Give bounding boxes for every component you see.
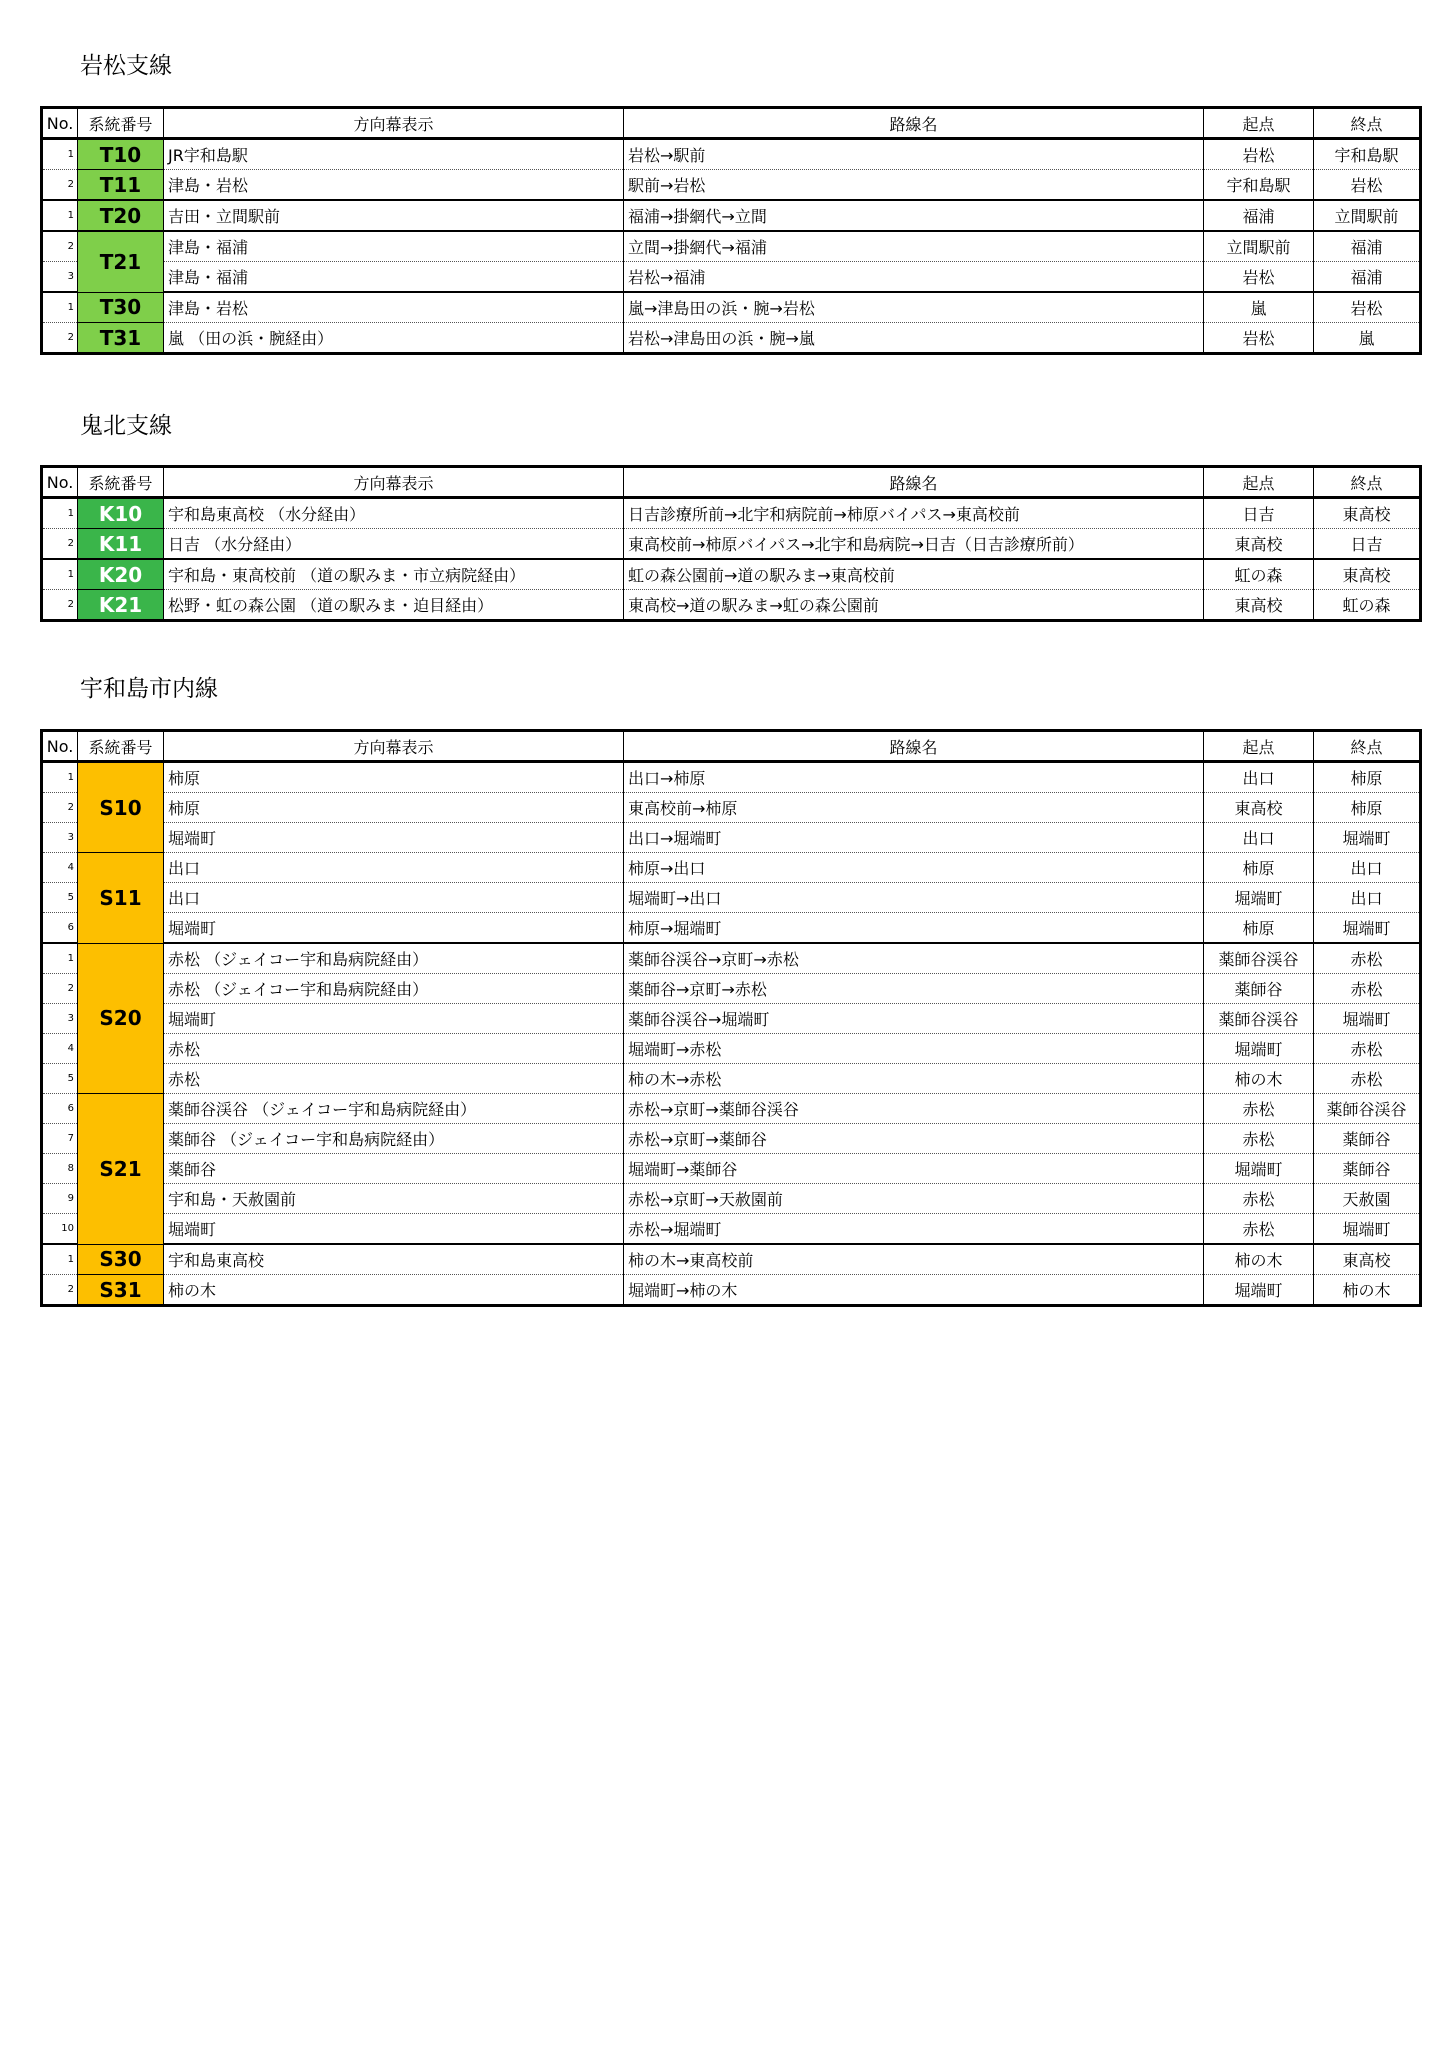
row-no: 3 (42, 1004, 78, 1034)
end-point: 柿原 (1314, 793, 1421, 823)
route-name: 堀端町→赤松 (624, 1034, 1204, 1064)
end-point: 堀端町 (1314, 823, 1421, 853)
route-name: 薬師谷渓谷→堀端町 (624, 1004, 1204, 1034)
destination-sign: 吉田・立間駅前 (164, 200, 624, 231)
route-name: 堀端町→薬師谷 (624, 1154, 1204, 1184)
end-point: 天赦園 (1314, 1184, 1421, 1214)
start-point: 薬師谷渓谷 (1204, 943, 1314, 974)
system-number-badge: T20 (78, 200, 164, 231)
row-no: 2 (42, 1275, 78, 1306)
system-number-badge: K20 (78, 559, 164, 590)
table-row (42, 1094, 1421, 1124)
table-row (42, 1244, 1421, 1275)
route-name: 赤松→京町→薬師谷渓谷 (624, 1094, 1204, 1124)
header-route-name: 路線名 (624, 108, 1204, 139)
destination-sign: 柿原 (164, 762, 624, 793)
destination-sign: 津島・岩松 (164, 170, 624, 201)
system-number-badge: K11 (78, 529, 164, 560)
start-point: 岩松 (1204, 262, 1314, 293)
table-row (42, 974, 1421, 1004)
system-number-badge: T31 (78, 323, 164, 354)
header-no: No. (42, 108, 78, 139)
route-name: 薬師谷渓谷→京町→赤松 (624, 943, 1204, 974)
start-point: 虹の森 (1204, 559, 1314, 590)
row-no: 5 (42, 1064, 78, 1094)
row-no: 2 (42, 529, 78, 560)
end-point: 赤松 (1314, 1034, 1421, 1064)
end-point: 出口 (1314, 853, 1421, 883)
table-row (42, 1124, 1421, 1154)
end-point: 薬師谷 (1314, 1124, 1421, 1154)
start-point: 嵐 (1204, 292, 1314, 323)
row-no: 1 (42, 943, 78, 974)
section-title-iwamatsu: 岩松支線 (80, 53, 172, 79)
end-point: 東高校 (1314, 1244, 1421, 1275)
destination-sign: 堀端町 (164, 913, 624, 944)
start-point: 東高校 (1204, 529, 1314, 560)
route-name: 岩松→福浦 (624, 262, 1204, 293)
route-name: 岩松→津島田の浜・腕→嵐 (624, 323, 1204, 354)
route-name: 出口→柿原 (624, 762, 1204, 793)
table-row (42, 231, 1421, 262)
route-table-iwamatsu (40, 106, 1422, 355)
table-row (42, 1275, 1421, 1306)
destination-sign: 堀端町 (164, 1214, 624, 1245)
start-point: 堀端町 (1204, 883, 1314, 913)
row-no: 1 (42, 139, 78, 170)
start-point: 柿原 (1204, 853, 1314, 883)
row-no: 1 (42, 498, 78, 529)
table-row (42, 200, 1421, 231)
route-name: 日吉診療所前→北宇和病院前→柿原バイパス→東高校前 (624, 498, 1204, 529)
destination-sign: 津島・岩松 (164, 292, 624, 323)
end-point: 薬師谷渓谷 (1314, 1094, 1421, 1124)
destination-sign: 堀端町 (164, 1004, 624, 1034)
route-name: 赤松→京町→薬師谷 (624, 1124, 1204, 1154)
destination-sign: 赤松 (164, 1064, 624, 1094)
header-start: 起点 (1204, 467, 1314, 498)
header-no: No. (42, 731, 78, 762)
end-point: 堀端町 (1314, 1004, 1421, 1034)
route-name: 虹の森公園前→道の駅みま→東高校前 (624, 559, 1204, 590)
table-header-row (42, 467, 1421, 498)
row-no: 3 (42, 262, 78, 293)
table-row (42, 1004, 1421, 1034)
row-no: 4 (42, 853, 78, 883)
route-name: 赤松→堀端町 (624, 1214, 1204, 1245)
header-route-name: 路線名 (624, 467, 1204, 498)
end-point: 赤松 (1314, 974, 1421, 1004)
route-name: 立間→掛網代→福浦 (624, 231, 1204, 262)
table-row (42, 853, 1421, 883)
route-name: 東高校→道の駅みま→虹の森公園前 (624, 590, 1204, 621)
route-name: 柿原→出口 (624, 853, 1204, 883)
header-start: 起点 (1204, 731, 1314, 762)
end-point: 薬師谷 (1314, 1154, 1421, 1184)
system-number-badge: T11 (78, 170, 164, 201)
row-no: 9 (42, 1184, 78, 1214)
table-row (42, 590, 1421, 621)
route-name: 嵐→津島田の浜・腕→岩松 (624, 292, 1204, 323)
system-number-badge: T21 (78, 231, 164, 292)
row-no: 2 (42, 974, 78, 1004)
table-row (42, 559, 1421, 590)
destination-sign: 出口 (164, 853, 624, 883)
row-no: 2 (42, 231, 78, 262)
header-system-number: 系統番号 (78, 467, 164, 498)
end-point: 福浦 (1314, 262, 1421, 293)
end-point: 東高校 (1314, 498, 1421, 529)
end-point: 岩松 (1314, 170, 1421, 201)
end-point: 柿の木 (1314, 1275, 1421, 1306)
row-no: 2 (42, 323, 78, 354)
end-point: 虹の森 (1314, 590, 1421, 621)
system-number-badge: S30 (78, 1244, 164, 1275)
destination-sign: 薬師谷 （ジェイコー宇和島病院経由） (164, 1124, 624, 1154)
row-no: 2 (42, 170, 78, 201)
start-point: 東高校 (1204, 793, 1314, 823)
route-table-uwajima-city (40, 729, 1422, 1307)
destination-sign: 柿原 (164, 793, 624, 823)
table-row (42, 323, 1421, 354)
table-row (42, 1184, 1421, 1214)
system-number-badge: S20 (78, 943, 164, 1094)
row-no: 5 (42, 883, 78, 913)
end-point: 出口 (1314, 883, 1421, 913)
end-point: 堀端町 (1314, 913, 1421, 944)
header-end: 終点 (1314, 108, 1421, 139)
row-no: 6 (42, 913, 78, 944)
row-no: 1 (42, 292, 78, 323)
end-point: 赤松 (1314, 943, 1421, 974)
end-point: 堀端町 (1314, 1214, 1421, 1245)
destination-sign: 津島・福浦 (164, 262, 624, 293)
header-destination-sign: 方向幕表示 (164, 467, 624, 498)
row-no: 10 (42, 1214, 78, 1245)
route-name: 堀端町→柿の木 (624, 1275, 1204, 1306)
system-number-badge: S31 (78, 1275, 164, 1306)
start-point: 岩松 (1204, 323, 1314, 354)
end-point: 柿原 (1314, 762, 1421, 793)
start-point: 堀端町 (1204, 1154, 1314, 1184)
table-row (42, 913, 1421, 944)
system-number-badge: K10 (78, 498, 164, 529)
start-point: 東高校 (1204, 590, 1314, 621)
header-end: 終点 (1314, 467, 1421, 498)
row-no: 1 (42, 1244, 78, 1275)
row-no: 6 (42, 1094, 78, 1124)
route-name: 堀端町→出口 (624, 883, 1204, 913)
end-point: 日吉 (1314, 529, 1421, 560)
row-no: 1 (42, 762, 78, 793)
route-name: 柿の木→東高校前 (624, 1244, 1204, 1275)
end-point: 赤松 (1314, 1064, 1421, 1094)
row-no: 7 (42, 1124, 78, 1154)
start-point: 出口 (1204, 823, 1314, 853)
start-point: 赤松 (1204, 1124, 1314, 1154)
table-row (42, 793, 1421, 823)
route-name: 柿の木→赤松 (624, 1064, 1204, 1094)
destination-sign: 赤松 (164, 1034, 624, 1064)
system-number-badge: T10 (78, 139, 164, 170)
row-no: 8 (42, 1154, 78, 1184)
table-row (42, 529, 1421, 560)
table-row (42, 762, 1421, 793)
route-name: 福浦→掛網代→立間 (624, 200, 1204, 231)
start-point: 出口 (1204, 762, 1314, 793)
start-point: 宇和島駅 (1204, 170, 1314, 201)
header-no: No. (42, 467, 78, 498)
system-number-badge: S10 (78, 762, 164, 853)
destination-sign: 柿の木 (164, 1275, 624, 1306)
table-row (42, 262, 1421, 293)
destination-sign: 薬師谷渓谷 （ジェイコー宇和島病院経由） (164, 1094, 624, 1124)
system-number-badge: S11 (78, 853, 164, 944)
destination-sign: 赤松 （ジェイコー宇和島病院経由） (164, 974, 624, 1004)
route-name: 薬師谷→京町→赤松 (624, 974, 1204, 1004)
destination-sign: JR宇和島駅 (164, 139, 624, 170)
destination-sign: 日吉 （水分経由） (164, 529, 624, 560)
destination-sign: 宇和島東高校 （水分経由） (164, 498, 624, 529)
start-point: 柿の木 (1204, 1244, 1314, 1275)
route-name: 岩松→駅前 (624, 139, 1204, 170)
start-point: 薬師谷 (1204, 974, 1314, 1004)
table-row (42, 292, 1421, 323)
table-header-row (42, 731, 1421, 762)
route-name: 駅前→岩松 (624, 170, 1204, 201)
end-point: 立間駅前 (1314, 200, 1421, 231)
start-point: 赤松 (1204, 1184, 1314, 1214)
table-header-row (42, 108, 1421, 139)
table-row (42, 1034, 1421, 1064)
start-point: 日吉 (1204, 498, 1314, 529)
table-row (42, 139, 1421, 170)
table-row (42, 170, 1421, 201)
table-row (42, 883, 1421, 913)
route-name: 柿原→堀端町 (624, 913, 1204, 944)
destination-sign: 堀端町 (164, 823, 624, 853)
header-end: 終点 (1314, 731, 1421, 762)
header-system-number: 系統番号 (78, 731, 164, 762)
table-row (42, 1214, 1421, 1245)
destination-sign: 松野・虹の森公園 （道の駅みま・迫目経由） (164, 590, 624, 621)
route-name: 出口→堀端町 (624, 823, 1204, 853)
section-title-uwajima-city: 宇和島市内線 (80, 676, 218, 702)
table-row (42, 1154, 1421, 1184)
section-title-kihoku: 鬼北支線 (80, 413, 172, 439)
start-point: 堀端町 (1204, 1034, 1314, 1064)
row-no: 1 (42, 559, 78, 590)
end-point: 岩松 (1314, 292, 1421, 323)
destination-sign: 宇和島・天赦園前 (164, 1184, 624, 1214)
table-row (42, 1064, 1421, 1094)
row-no: 4 (42, 1034, 78, 1064)
table-row (42, 498, 1421, 529)
header-destination-sign: 方向幕表示 (164, 108, 624, 139)
route-name: 赤松→京町→天赦園前 (624, 1184, 1204, 1214)
row-no: 2 (42, 793, 78, 823)
route-name: 東高校前→柿原 (624, 793, 1204, 823)
row-no: 3 (42, 823, 78, 853)
route-name: 東高校前→柿原バイパス→北宇和島病院→日吉（日吉診療所前） (624, 529, 1204, 560)
end-point: 宇和島駅 (1314, 139, 1421, 170)
table-row (42, 823, 1421, 853)
start-point: 赤松 (1204, 1214, 1314, 1245)
start-point: 薬師谷渓谷 (1204, 1004, 1314, 1034)
end-point: 嵐 (1314, 323, 1421, 354)
table-row (42, 943, 1421, 974)
header-destination-sign: 方向幕表示 (164, 731, 624, 762)
row-no: 2 (42, 590, 78, 621)
start-point: 堀端町 (1204, 1275, 1314, 1306)
system-number-badge: T30 (78, 292, 164, 323)
system-number-badge: K21 (78, 590, 164, 621)
destination-sign: 宇和島・東高校前 （道の駅みま・市立病院経由） (164, 559, 624, 590)
start-point: 赤松 (1204, 1094, 1314, 1124)
start-point: 柿の木 (1204, 1064, 1314, 1094)
destination-sign: 宇和島東高校 (164, 1244, 624, 1275)
header-system-number: 系統番号 (78, 108, 164, 139)
destination-sign: 赤松 （ジェイコー宇和島病院経由） (164, 943, 624, 974)
destination-sign: 出口 (164, 883, 624, 913)
start-point: 岩松 (1204, 139, 1314, 170)
end-point: 福浦 (1314, 231, 1421, 262)
start-point: 立間駅前 (1204, 231, 1314, 262)
destination-sign: 嵐 （田の浜・腕経由） (164, 323, 624, 354)
start-point: 柿原 (1204, 913, 1314, 944)
start-point: 福浦 (1204, 200, 1314, 231)
end-point: 東高校 (1314, 559, 1421, 590)
route-table-kihoku (40, 465, 1422, 622)
row-no: 1 (42, 200, 78, 231)
system-number-badge: S21 (78, 1094, 164, 1245)
header-start: 起点 (1204, 108, 1314, 139)
destination-sign: 薬師谷 (164, 1154, 624, 1184)
header-route-name: 路線名 (624, 731, 1204, 762)
destination-sign: 津島・福浦 (164, 231, 624, 262)
